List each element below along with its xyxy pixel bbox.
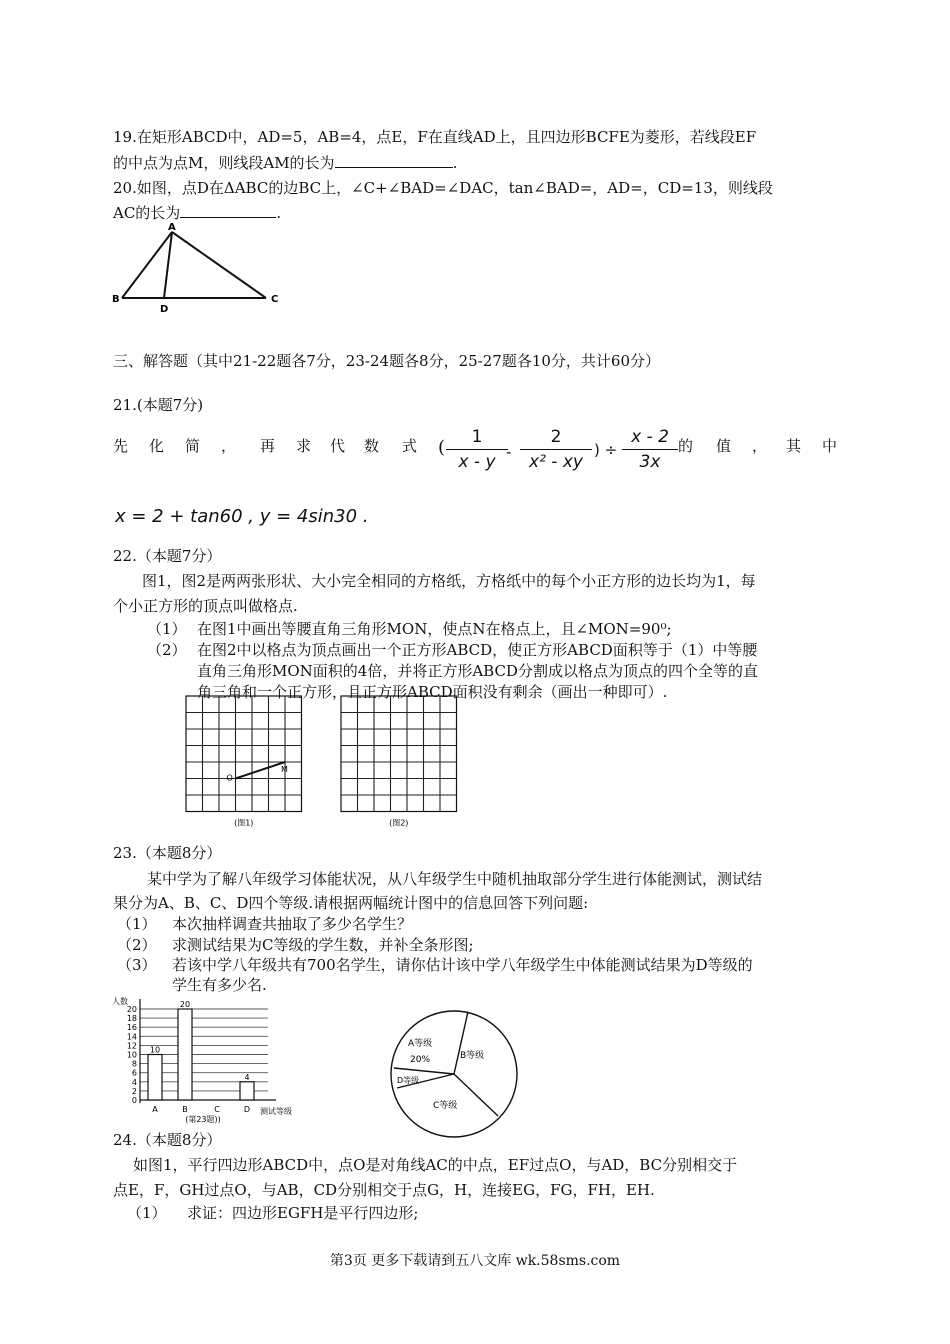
x-category-label: B <box>182 1105 188 1114</box>
q22-item2-number: （2） <box>147 641 187 659</box>
q21-word: 化 <box>149 437 165 455</box>
q24-para-1: 如图1，平行四边形ABCD中，点O是对角线AC的中点，EF过点O，与AD，BC分别相交于 <box>133 1156 738 1174</box>
pie-label-d: D等级 <box>397 1076 420 1085</box>
side-ac <box>172 232 266 298</box>
page-footer: 第3页 更多下载请到五八文库 wk.58sms.com <box>329 1253 621 1269</box>
grid-caption: (图2) <box>389 818 409 828</box>
bar-D <box>240 1082 254 1100</box>
label-c: C <box>271 294 279 305</box>
x-category-label: D <box>243 1105 251 1114</box>
q22-para-1: 图1，图2是两两张形状、大小完全相同的方格纸，方格纸中的每个小正方形的边长均为1，每 <box>142 572 756 590</box>
q20-answer-blank <box>180 203 276 218</box>
y-tick-label: 4 <box>131 1077 137 1087</box>
q19-line1: 19.在矩形ABCD中，AD=5，AB=4，点E，F在直线AD上，且四边形BCFE为菱形，若线段EF <box>113 128 757 146</box>
q20-line2-end: . <box>276 204 282 222</box>
fraction-2-denominator: x² - xy <box>529 452 583 472</box>
x-axis-label: 测试等级 <box>260 1107 292 1116</box>
q23-item3-line2: 学生有多少名. <box>172 976 267 994</box>
segment-om <box>236 762 286 779</box>
q21-word: 再 <box>260 437 276 455</box>
x-category-label: A <box>152 1105 158 1114</box>
fraction-3-denominator: 3x <box>639 452 661 472</box>
q23-item3-number: （3） <box>117 956 157 974</box>
q22-para-2: 个小正方形的顶点叫做格点. <box>113 597 298 615</box>
q20-triangle-figure <box>108 220 288 320</box>
q21-fraction-3 <box>622 427 678 472</box>
q24-para-2: 点E，F，GH过点O，与AB，CD分别相交于点G，H，连接EG，FG，FH，EH. <box>113 1181 655 1199</box>
q21-word: ， <box>221 437 237 455</box>
q21-tail-word: 值 <box>716 437 732 455</box>
q24-item1: 求证：四边形EGFH是平行四边形; <box>187 1204 419 1222</box>
q21-word: 求 <box>296 437 312 455</box>
q24-title: 24.（本题8分） <box>113 1131 222 1149</box>
bar-value-label: 10 <box>149 1045 161 1055</box>
q20-line1: 20.如图，点D在ΔABC的边BC上，∠C+∠BAD=∠DAC，tan∠BAD=，AD=，CD=13，则线段 <box>113 179 773 197</box>
grid-border <box>341 696 457 812</box>
q21-title: 21.(本题7分) <box>113 396 204 414</box>
x-category-label: C <box>214 1105 220 1114</box>
label-d: D <box>160 304 169 315</box>
q22-item2-line1: 在图2中以格点为顶点画出一个正方形ABCD，使正方形ABCD面积等于（1）中等腰 <box>197 641 758 659</box>
q22-title: 22.（本题7分） <box>113 547 222 565</box>
q23-title: 23.（本题8分） <box>113 844 222 862</box>
pie-label-a-percent: 20% <box>410 1055 431 1065</box>
q21-tail-word: 的 <box>678 437 694 455</box>
q23-para-1: 某中学为了解八年级学习体能状况，从八年级学生中随机抽取部分学生进行体能测试，测试结 <box>147 870 763 888</box>
fraction-1-denominator: x - y <box>458 452 496 472</box>
q21-tail-word: 其 <box>786 437 802 455</box>
bar-value-label: 20 <box>179 1000 191 1009</box>
q22-item1-number: （1） <box>147 620 187 638</box>
label-b: B <box>112 294 120 305</box>
pie-label-c: C等级 <box>433 1101 458 1111</box>
bar-value-label: 4 <box>244 1072 250 1082</box>
q20-line2-text: AC的长为 <box>113 204 181 222</box>
y-tick-label: 16 <box>126 1023 137 1033</box>
q21-close-divide: ) ÷ <box>594 441 618 459</box>
q21-tail-word: ， <box>752 437 768 455</box>
q21-minus: - <box>506 443 512 461</box>
y-tick-label: 10 <box>126 1050 137 1060</box>
chart-caption: (第23题)) <box>185 1115 221 1124</box>
q19-line2-end: . <box>452 154 458 172</box>
q19-answer-blank <box>335 153 453 168</box>
q23-item2: 求测试结果为C等级的学生数，并补全条形图; <box>172 936 474 954</box>
y-axis-label: 人数 <box>112 997 128 1006</box>
q24-item1-number: （1） <box>127 1204 167 1222</box>
bar-B <box>178 1009 192 1100</box>
q22-item2-line2: 直角三角形MON面积的4倍，并将正方形ABCD分割成以格点为顶点的四个全等的直 <box>197 662 758 680</box>
q21-open-paren: ( <box>438 437 446 458</box>
y-tick-label: 14 <box>126 1032 137 1042</box>
q23-item1-number: （1） <box>117 915 157 933</box>
grid-figure-2 <box>337 694 463 830</box>
q19-line2 <box>113 153 457 173</box>
y-tick-label: 6 <box>131 1068 137 1078</box>
pie-chart <box>388 1008 520 1140</box>
q21-word: 式 <box>402 437 418 455</box>
q19-line2-text: 的中点为点M，则线段AM的长为 <box>113 154 335 172</box>
y-tick-label: 12 <box>126 1041 137 1051</box>
pie-label-b: B等级 <box>460 1051 485 1061</box>
y-tick-label: 18 <box>126 1014 137 1024</box>
q21-word: 代 <box>330 437 346 455</box>
q23-item2-number: （2） <box>117 936 157 954</box>
label-m: M <box>281 765 288 774</box>
q21-fraction-2 <box>520 427 592 472</box>
q22-item1: 在图1中画出等腰直角三角形MON，使点N在格点上，且∠MON=90⁰; <box>197 620 672 638</box>
label-o: O <box>226 773 233 783</box>
y-tick-label: 8 <box>131 1059 137 1069</box>
y-tick-label: 20 <box>126 1005 137 1014</box>
section-heading: 三、解答题（其中21-22题各7分，23-24题各8分，25-27题各10分，共计60分） <box>113 352 660 370</box>
q23-para-2: 果分为A、B、C、D四个等级.请根据两幅统计图中的信息回答下列问题: <box>113 894 589 912</box>
q21-word: 简 <box>185 437 201 455</box>
q21-word: 先 <box>113 437 129 455</box>
pie-label-a: A等级 <box>408 1039 433 1049</box>
fraction-3-numerator: x - 2 <box>622 427 678 450</box>
q23-item3-line1: 若该中学八年级共有700名学生，请你估计该中学八年级学生中体能测试结果为D等级的 <box>172 956 753 974</box>
q21-word: 数 <box>364 437 380 455</box>
q21-formula: x = 2 + tan60 , y = 4sin30 . <box>115 506 369 527</box>
bar-chart <box>108 995 308 1130</box>
y-tick-label: 2 <box>131 1086 137 1096</box>
q21-tail-word: 中 <box>822 437 838 455</box>
q23-item1: 本次抽样调查共抽取了多少名学生？ <box>172 915 413 933</box>
fraction-1-numerator: 1 <box>446 427 508 450</box>
q21-fraction-1 <box>446 427 508 472</box>
bar-A <box>148 1055 162 1101</box>
grid-border <box>186 696 302 812</box>
y-tick-label: 0 <box>131 1096 137 1105</box>
label-a: A <box>168 222 176 233</box>
grid-caption: (图1) <box>234 818 254 828</box>
fraction-2-numerator: 2 <box>520 427 592 450</box>
grid-figure-1 <box>182 694 308 830</box>
q22-item2-line3: 角三角和一个正方形，且正方形ABCD面积没有剩余（画出一种即可）. <box>197 683 668 701</box>
